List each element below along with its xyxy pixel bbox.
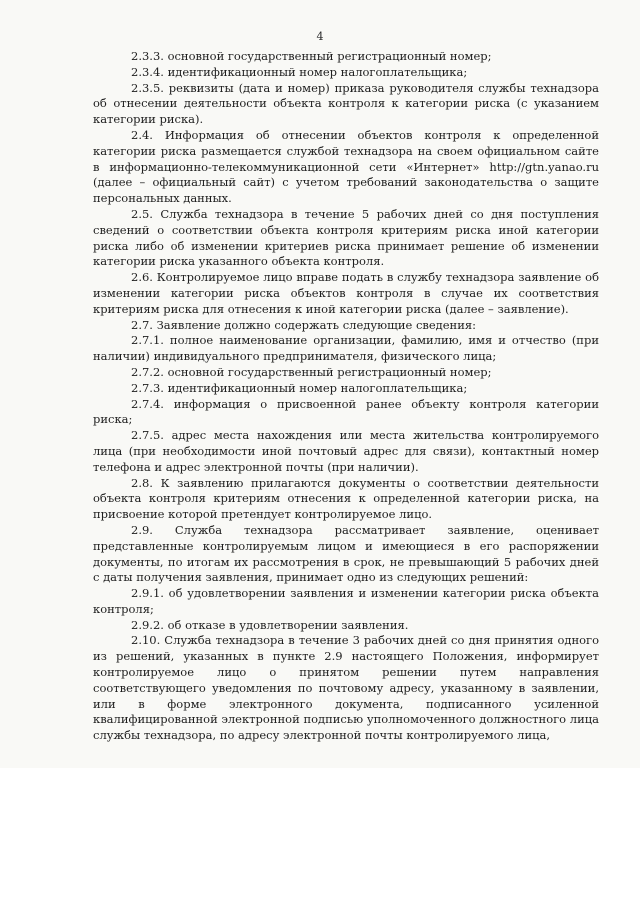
- paragraph-2-4: 2.4. Информация об отнесении объектов контроля к определенной категории риска размещается службой технадзора на своем официальном сайте в информационно-телекоммуникационной сети «Интернет» http://gtn.yanao.ru (далее – официальный сайт) с учетом требований законодательства о защите персональных данных.: [93, 127, 599, 206]
- paragraph-2-9: 2.9. Служба технадзора рассматривает заявление, оценивает представленные контролируемым лицом и имеющиеся в его распоряжении документы, по итогам их рассмотрения в срок, не превышающий 5 рабочих дней с даты получения заявления, принимает одно из следующих решений:: [93, 522, 599, 585]
- paragraph-2-7: 2.7. Заявление должно содержать следующие сведения:: [131, 317, 477, 332]
- paragraph-2-10: 2.10. Служба технадзора в течение 3 рабочих дней со дня принятия одного из решений, указанных в пункте 2.9 настоящего Положения, информирует контролируемое лицо о принятом решении путем направления соответствующего уведомления по почтовому адресу, указанному в заявлении, или в форме электронного документа, подписанного усиленной квалифицированной электронной подписью уполномоченного должностного лица службы технадзора, по адресу электронной почты контролируемого лица,: [93, 633, 599, 743]
- paragraph-2-9-2: 2.9.2. об отказе в удовлетворении заявления.: [131, 617, 409, 632]
- paragraph-2-3-5: 2.3.5. реквизиты (дата и номер) приказа руководителя службы технадзора об отнесении деятельности объекта контроля к категории риска (с указанием категории риска).: [93, 80, 599, 127]
- document-body: [93, 49, 599, 744]
- paragraph-2-6: 2.6. Контролируемое лицо вправе подать в службу технадзора заявление об изменении категории риска объектов контроля в случае их соответствия критериям риска для отнесения к иной категории риска (далее – заявление).: [93, 270, 599, 316]
- blank-area: [0, 768, 640, 905]
- page-number: 4: [316, 30, 324, 43]
- paragraph-2-7-3: 2.7.3. идентификационный номер налогоплательщика;: [131, 380, 468, 395]
- paragraph-2-8: 2.8. К заявлению прилагаются документы о соответствии деятельности объекта контроля критериям отнесения к определенной категории риска, на присвоение которой претендует контролируемое лицо.: [93, 475, 599, 522]
- paragraph-2-7-2: 2.7.2. основной государственный регистрационный номер;: [131, 364, 492, 379]
- paragraph-2-7-4: 2.7.4. информация о присвоенной ранее объекту контроля категории риска;: [93, 396, 599, 427]
- paragraph-2-7-1: 2.7.1. полное наименование организации, фамилию, имя и отчество (при наличии) индивидуального предпринимателя, физического лица;: [93, 333, 599, 364]
- paragraph-2-3-4: 2.3.4. идентификационный номер налогоплательщика;: [131, 64, 468, 79]
- paragraph-2-9-1: 2.9.1. об удовлетворении заявления и изменении категории риска объекта контроля;: [93, 586, 599, 616]
- paragraph-2-5: 2.5. Служба технадзора в течение 5 рабочих дней со дня поступления сведений о соответствии объекта контроля критериям риска иной категории риска либо об изменении критериев риска принимает решение об изменении категории риска указанного объекта контроля.: [93, 206, 599, 269]
- paragraph-2-7-5: 2.7.5. адрес места нахождения или места жительства контролируемого лица (при необходимости иной почтовый адрес для связи), контактный номер телефона и адрес электронной почты (при наличии).: [93, 428, 599, 474]
- paragraph-2-3-3: 2.3.3. основной государственный регистрационный номер;: [131, 49, 492, 63]
